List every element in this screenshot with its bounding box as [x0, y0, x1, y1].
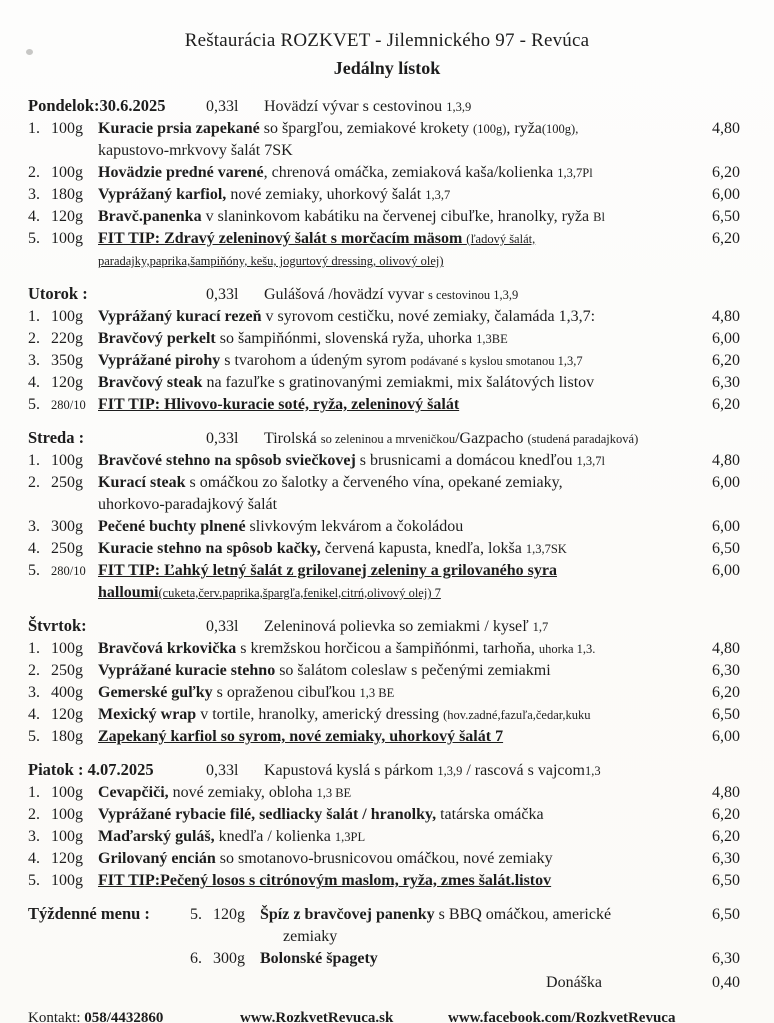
dish-sides: knedľa / kolienka — [214, 828, 335, 845]
item-price: 6,30 — [712, 374, 740, 391]
item-number: 1. — [28, 640, 40, 657]
menu-item-row — [28, 848, 740, 870]
menu-item-row — [28, 826, 740, 848]
item-price: 6,30 — [712, 850, 740, 867]
item-number: 2. — [28, 806, 40, 823]
item-number: 5. — [190, 906, 202, 923]
dish-name: Bravčové stehno na spôsob sviečkovej — [98, 452, 356, 469]
dish-name: Vyprážané rybacie filé, sedliacky šalát / hranolky, — [98, 806, 437, 823]
item-weight: 100g — [51, 230, 83, 247]
dish-sides: , chrenová omáčka, zemiaková kaša/kolienka — [263, 164, 558, 181]
day-section-tuesday — [28, 283, 740, 416]
dish-name: Grilovaný encián — [98, 850, 216, 867]
allergen-info: 1,3BE — [476, 332, 508, 346]
menu-item-row — [28, 804, 740, 826]
dish-sides: tatárska omáčka — [436, 806, 544, 823]
soup-text: Kapustová kyslá s párkom — [264, 762, 438, 779]
soup-name — [264, 616, 740, 638]
dish-description — [98, 328, 696, 350]
dish-name: Bravč.panenka — [98, 208, 202, 225]
dish-sides: na fazuľke s gratinovanými zemiakmi, mix šalátových listov — [202, 374, 595, 391]
dish-description — [98, 726, 696, 748]
dish-description — [98, 184, 696, 206]
dish-description — [98, 638, 696, 660]
item-weight: 120g — [51, 706, 83, 723]
menu-item-row — [28, 726, 740, 748]
dish-sides: so špargľou, zemiakové krokety — [259, 120, 474, 137]
item-weight: 100g — [51, 452, 83, 469]
day-section-monday — [28, 95, 740, 272]
allergen-info: (100g), — [541, 122, 579, 136]
allergen-info: 1,3,7l — [576, 454, 605, 468]
item-number: 5. — [28, 728, 40, 745]
dish-sides: uhorkovo-paradajkový šalát — [98, 496, 278, 513]
item-weight: 250g — [51, 662, 83, 679]
item-number: 4. — [28, 208, 40, 225]
dish-sides: s BBQ omáčkou, americké — [434, 906, 612, 923]
dish-sides: so smotanovo-brusnicovou omáčkou, nové zemiaky — [215, 850, 553, 867]
dish-description — [98, 394, 696, 416]
item-price: 4,80 — [712, 308, 740, 325]
dish-description — [98, 228, 696, 250]
item-price: 6,50 — [712, 906, 740, 923]
dish-description — [98, 306, 696, 328]
menu-item-row — [28, 472, 740, 494]
restaurant-title: Reštaurácia ROZKVET - Jilemnického 97 - Revúca — [184, 30, 590, 51]
item-weight: 120g — [51, 374, 83, 391]
menu-item-row — [28, 782, 740, 804]
dish-name: Špíz z bravčovej panenky — [260, 906, 435, 923]
dish-description — [98, 560, 696, 582]
contact-info — [28, 1010, 240, 1023]
soup-name — [264, 760, 740, 782]
item-weight: 280/10 — [51, 398, 86, 412]
item-price: 6,50 — [712, 872, 740, 889]
ingredient-info: (cuketa,červ.paprika,špargľa,fenikel,citrń,olivový olej) 7 — [158, 586, 441, 600]
menu-item-row — [28, 118, 740, 140]
contact-label: Kontakt: — [28, 1010, 85, 1023]
dish-description — [98, 206, 696, 228]
item-continuation — [98, 140, 740, 162]
dish-name: Bravčová krkovička — [98, 640, 237, 657]
item-price: 6,00 — [712, 474, 740, 491]
dish-name: Vyprážané pirohy — [98, 352, 221, 369]
dish-name: Vyprážané kuracie stehno — [98, 662, 276, 679]
item-number: 1. — [28, 452, 40, 469]
item-number: 2. — [28, 164, 40, 181]
soup-volume: 0,33l — [206, 286, 239, 303]
dish-name: Kuracie stehno na spôsob kačky, — [98, 540, 321, 557]
item-weight: 400g — [51, 684, 83, 701]
allergen-info: 1,3,7 — [425, 188, 451, 202]
dish-description — [98, 472, 696, 494]
delivery-row — [28, 972, 740, 994]
dish-sides: v syrovom cestičku, nové zemiaky, čalamáda 1,3,7: — [261, 308, 596, 325]
soup-allergens: 1,3,9 — [437, 764, 463, 778]
scan-artifact-dot — [26, 49, 33, 55]
soup-volume: 0,33l — [206, 98, 239, 115]
dish-sides: slivkovým lekvárom a čokoládou — [245, 518, 464, 535]
dish-name: Mexický wrap — [98, 706, 197, 723]
allergen-info: 1,3 BE — [359, 686, 395, 700]
day-label: Pondelok:30.6.2025 — [28, 96, 166, 115]
page-title: Jedálny lístok — [333, 58, 441, 78]
item-weight: 180g — [51, 728, 83, 745]
item-number: 1. — [28, 784, 40, 801]
item-price: 6,00 — [712, 728, 740, 745]
dish-name: Pečené buchty plnené — [98, 518, 246, 535]
day-header — [28, 95, 740, 118]
dish-sides: zemiaky — [283, 928, 338, 945]
dish-description — [98, 826, 696, 848]
item-number: 3. — [28, 186, 40, 203]
soup-name — [264, 96, 740, 118]
item-number: 3. — [28, 684, 40, 701]
day-header — [28, 615, 740, 638]
soup-allergens: 1,7 — [532, 620, 549, 634]
dish-name: Bravčový perkelt — [98, 330, 216, 347]
dish-description — [98, 782, 696, 804]
menu-item-row — [28, 350, 740, 372]
item-number: 5. — [28, 396, 40, 413]
soup-text: / rascová s vajcom — [462, 762, 585, 779]
item-continuation — [283, 926, 740, 948]
item-price: 6,50 — [712, 706, 740, 723]
menu-body — [28, 95, 740, 994]
day-label: Streda : — [28, 428, 85, 447]
menu-item-row — [28, 638, 740, 660]
dish-description — [98, 804, 696, 826]
dish-name: Gemerské guľky — [98, 684, 213, 701]
menu-item-row — [28, 682, 740, 704]
menu-item-row-fit-tip — [28, 228, 740, 250]
dish-sides: s brusnicami a domácou knedľou — [355, 452, 577, 469]
item-number: 5. — [28, 230, 40, 247]
soup-name — [264, 284, 740, 306]
item-price: 6,20 — [712, 806, 740, 823]
allergen-info: 1,3PL — [334, 830, 366, 844]
item-weight: 350g — [51, 352, 83, 369]
menu-item-row-fit-tip — [28, 870, 740, 892]
item-price: 4,80 — [712, 120, 740, 137]
dish-name: Maďarský guláš, — [98, 828, 215, 845]
item-number: 2. — [28, 330, 40, 347]
allergen-info: 1,3,7Pl — [557, 166, 593, 180]
item-price: 6,20 — [712, 684, 740, 701]
ingredient-info: (ľadový šalát, — [466, 232, 536, 246]
dish-sides: červená kapusta, knedľa, lokša — [320, 540, 526, 557]
item-price: 6,00 — [712, 562, 740, 579]
item-price: 4,80 — [712, 640, 740, 657]
delivery-price: 0,40 — [712, 974, 740, 991]
item-weight: 120g — [213, 906, 245, 923]
item-price: 4,80 — [712, 452, 740, 469]
soup-allergens: s cestovinou 1,3,9 — [427, 288, 519, 302]
day-header — [28, 759, 740, 782]
dish-name: Kuracie prsia zapekané — [98, 120, 260, 137]
day-section-thursday — [28, 615, 740, 748]
item-continuation — [98, 582, 740, 604]
dish-name: Zapekaný karfiol so syrom, nové zemiaky, uhorkový šalát 7 — [98, 728, 504, 745]
allergen-info: 1,3,7SK — [525, 542, 567, 556]
soup-volume: 0,33l — [206, 430, 239, 447]
dish-name: FIT TIP: Hlivovo-kuracie soté, ryža, zeleninový šalát — [98, 396, 460, 413]
dish-sides: s opraženou cibuľkou — [212, 684, 360, 701]
dish-description — [98, 660, 696, 682]
dish-sides: v slaninkovom kabátiku na červenej cibuľke, hranolky, ryža — [201, 208, 594, 225]
dish-description — [260, 948, 696, 970]
item-weight: 120g — [51, 208, 83, 225]
weekly-menu-section — [28, 903, 740, 994]
soup-name — [264, 428, 740, 450]
item-number: 6. — [190, 950, 202, 967]
item-price: 6,50 — [712, 540, 740, 557]
item-price: 6,20 — [712, 164, 740, 181]
soup-allergens: 1,3 — [584, 764, 601, 778]
dish-description — [98, 450, 696, 472]
dish-description — [98, 848, 696, 870]
dish-sides: nové zemiaky, obloha — [168, 784, 317, 801]
menu-item-row — [28, 538, 740, 560]
item-weight: 100g — [51, 806, 83, 823]
menu-item-row-fit-tip — [28, 394, 740, 416]
dish-description — [98, 118, 696, 140]
dish-description — [98, 372, 696, 394]
ingredient-info: paradajky,paprika,šampiňóny, kešu, jogurtový dressing, olivový olej) — [98, 254, 444, 268]
item-number: 1. — [28, 308, 40, 325]
item-number: 2. — [28, 474, 40, 491]
dish-name: FIT TIP: Ľahký letný šalát z grilovanej zeleniny a grilovaného syra — [98, 562, 557, 579]
delivery-label: Donáška — [546, 974, 602, 991]
footer — [28, 1010, 744, 1023]
item-weight: 100g — [51, 640, 83, 657]
dish-description — [98, 516, 696, 538]
item-weight: 120g — [51, 850, 83, 867]
website-url: www.RozkvetRevuca.sk — [240, 1010, 394, 1023]
item-number: 4. — [28, 706, 40, 723]
item-weight: 250g — [51, 540, 83, 557]
item-weight: 100g — [51, 784, 83, 801]
day-section-wednesday — [28, 427, 740, 604]
soup-text: Hovädzí vývar s cestovinou — [264, 98, 447, 115]
item-number: 3. — [28, 518, 40, 535]
dish-description — [260, 904, 696, 926]
menu-item-row — [28, 206, 740, 228]
dish-sides: kapustovo-mrkvovy šalát 7SK — [98, 142, 293, 159]
soup-detail: (studená paradajková) — [527, 432, 639, 446]
dish-sides: nové zemiaky, uhorkový šalát — [226, 186, 426, 203]
item-price: 6,20 — [712, 230, 740, 247]
menu-item-row — [28, 660, 740, 682]
soup-detail: so zeleninou a mrveničkou — [320, 432, 456, 446]
item-price: 6,20 — [712, 828, 740, 845]
dish-description — [98, 162, 696, 184]
item-weight: 100g — [51, 828, 83, 845]
menu-item-row — [28, 306, 740, 328]
weekly-item-row — [28, 948, 740, 970]
item-number: 3. — [28, 828, 40, 845]
item-weight: 300g — [213, 950, 245, 967]
menu-item-row — [28, 372, 740, 394]
weekly-item-row — [28, 903, 740, 926]
item-number: 5. — [28, 872, 40, 889]
day-label: Piatok : 4.07.2025 — [28, 760, 154, 779]
allergen-info: 1,3 BE — [316, 786, 352, 800]
menu-item-row — [28, 162, 740, 184]
day-label: Utorok : — [28, 284, 88, 303]
menu-item-row — [28, 184, 740, 206]
item-price: 6,00 — [712, 186, 740, 203]
item-number: 1. — [28, 120, 40, 137]
item-price: 4,80 — [712, 784, 740, 801]
item-weight: 300g — [51, 518, 83, 535]
dish-sides: s omáčkou zo šalotky a červeného vína, opekané zemiaky, — [185, 474, 563, 491]
dish-name: Vyprážaný kurací rezeň — [98, 308, 262, 325]
item-number: 2. — [28, 662, 40, 679]
item-price: 6,50 — [712, 208, 740, 225]
day-section-friday — [28, 759, 740, 892]
dish-name: Kurací steak — [98, 474, 186, 491]
allergen-info: podávané s kyslou smotanou 1,3,7 — [410, 354, 583, 368]
dish-name: halloumi — [98, 584, 159, 601]
dish-sides: so šalátom coleslaw s pečenými zemiakmi — [275, 662, 551, 679]
allergen-info: uhorka 1,3. — [538, 642, 596, 656]
item-continuation — [98, 494, 740, 516]
item-number: 4. — [28, 540, 40, 557]
menu-item-row-fit-tip — [28, 560, 740, 582]
item-weight: 280/10 — [51, 564, 86, 578]
menu-item-row — [28, 704, 740, 726]
dish-name: Bravčový steak — [98, 374, 203, 391]
item-price: 6,00 — [712, 518, 740, 535]
dish-name: Bolonské špagety — [260, 950, 378, 967]
dish-sides: v tortile, hranolky, americký dressing — [196, 706, 444, 723]
menu-item-row — [28, 450, 740, 472]
item-weight: 100g — [51, 872, 83, 889]
dish-description — [98, 350, 696, 372]
phone-number: 058/4432860 — [84, 1010, 164, 1023]
dish-description — [98, 870, 696, 892]
dish-description — [98, 538, 696, 560]
item-weight: 180g — [51, 186, 83, 203]
item-price: 6,20 — [712, 352, 740, 369]
menu-item-row — [28, 328, 740, 350]
weekly-menu-label: Týždenné menu : — [28, 904, 150, 923]
soup-allergens: 1,3,9 — [446, 100, 472, 114]
dish-sides: , ryža — [506, 120, 542, 137]
item-weight: 250g — [51, 474, 83, 491]
item-price: 6,20 — [712, 396, 740, 413]
item-weight: 220g — [51, 330, 83, 347]
soup-volume: 0,33l — [206, 762, 239, 779]
item-price: 6,00 — [712, 330, 740, 347]
item-number: 3. — [28, 352, 40, 369]
item-number: 4. — [28, 850, 40, 867]
dish-name: FIT TIP: Zdravý zeleninový šalát s morčacím mäsom — [98, 230, 467, 247]
soup-text: /Gazpacho — [455, 430, 528, 447]
dish-sides: s kremžskou horčicou a šampiňónmi, tarhoňa, — [236, 640, 539, 657]
item-price: 6,30 — [712, 950, 740, 967]
ingredient-info: (hov.zadné,fazuľa,čedar,kuku — [443, 708, 591, 722]
dish-sides: so šampiňónmi, slovenská ryža, uhorka — [215, 330, 477, 347]
dish-name: Vyprážaný karfiol, — [98, 186, 227, 203]
item-number: 5. — [28, 562, 40, 579]
day-header — [28, 427, 740, 450]
allergen-info: (100g) — [473, 122, 507, 136]
dish-sides: s tvarohom a údeným syrom — [220, 352, 411, 369]
soup-text: Zeleninová polievka so zemiakmi / kyseľ — [264, 618, 533, 635]
item-weight: 100g — [51, 308, 83, 325]
dish-name: Cevapčiči, — [98, 784, 169, 801]
item-weight: 100g — [51, 164, 83, 181]
item-number: 4. — [28, 374, 40, 391]
item-continuation — [98, 250, 740, 272]
soup-text: Gulášová /hovädzí vyvar — [264, 286, 428, 303]
dish-description — [98, 704, 696, 726]
dish-name: FIT TIP:Pečený losos s citrónovým maslom, ryža, zmes šalát.listov — [98, 872, 552, 889]
facebook-url: www.facebook.com/RozkvetRevuca — [448, 1010, 676, 1023]
dish-description — [98, 682, 696, 704]
item-price: 6,30 — [712, 662, 740, 679]
soup-text: Tirolská — [264, 430, 321, 447]
day-header — [28, 283, 740, 306]
dish-name: Hovädzie predné varené — [98, 164, 264, 181]
menu-item-row — [28, 516, 740, 538]
soup-volume: 0,33l — [206, 618, 239, 635]
day-label: Štvrtok: — [28, 616, 87, 635]
item-weight: 100g — [51, 120, 83, 137]
allergen-info: Bl — [593, 210, 605, 224]
